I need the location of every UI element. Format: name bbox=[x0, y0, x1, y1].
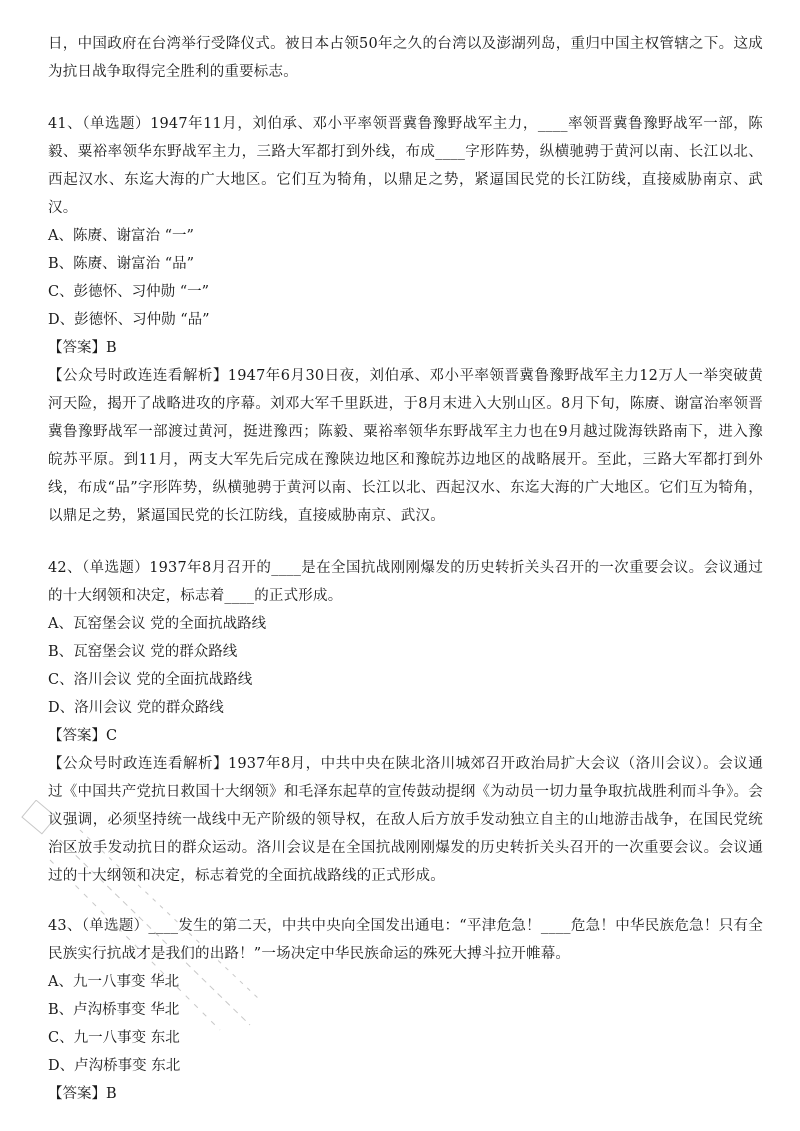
option-d: D、卢沟桥事变 东北 bbox=[48, 1058, 181, 1074]
question-stem: 41、（单选题）1947年11月，刘伯承、邓小平率领晋冀鲁豫野战军主力，____率领晋冀鲁豫野战军一部，陈毅、粟裕率领华东野战军主力，三路大军都打到外线，布成____字形阵势，纵横驰骋于黄河以南、长江以北、西起汉水、东迄大海的广大地区。它们互为犄角，以鼎足之势，紧逼国民党的长江防线，直接威胁南京、武汉。 bbox=[48, 116, 763, 216]
option-b: B、瓦窑堡会议 党的群众路线 bbox=[48, 644, 238, 660]
analysis-paragraph: 【公众号时政连连看解析】1947年6月30日夜，刘伯承、邓小平率领晋冀鲁豫野战军主力12万人一举突破黄河天险，揭开了战略进攻的序幕。刘邓大军千里跃进，于8月末进入大别山区。8月下旬，陈赓、谢富治率领晋冀鲁豫野战军一部渡过黄河，挺进豫西；陈毅、粟裕率领华东野战军主力也在9月越过陇海铁路南下，进入豫皖苏平原。到11月，两支大军先后完成在豫陕边地区和豫皖苏边地区的战略展开。至此，三路大军都打到外线，布成“品”字形阵势，纵横驰骋于黄河以南、长江以北、西起汉水、东迄大海的广大地区。它们互为犄角，以鼎足之势，紧逼国民党的长江防线，直接威胁南京、武汉。 bbox=[48, 368, 763, 524]
answer-line: 【答案】B bbox=[48, 340, 117, 356]
answer-line: 【答案】C bbox=[48, 728, 118, 744]
option-a: A、瓦窑堡会议 党的全面抗战路线 bbox=[48, 616, 267, 632]
analysis-paragraph: 【公众号时政连连看解析】1937年8月，中共中央在陕北洛川城郊召开政治局扩大会议（洛川会议）。会议通过《中国共产党抗日救国十大纲领》和毛泽东起草的宣传鼓动提纲《为动员一切力量争取抗战胜利而斗争》。会议强调，必须坚持统一战线中无产阶级的领导权，在敌人后方放手发动独立自主的山地游击战争，在国民党统治区放手发动抗日的群众运动。洛川会议是在全国抗战刚刚爆发的历史转折关头召开的一次重要会议。会议通过的十大纲领和决定，标志着党的全面抗战路线的正式形成。 bbox=[48, 756, 763, 884]
document-page bbox=[48, 0, 763, 1108]
option-c: C、洛川会议 党的全面抗战路线 bbox=[48, 672, 253, 688]
option-b: B、卢沟桥事变 华北 bbox=[48, 1002, 180, 1018]
question-41 bbox=[48, 110, 763, 530]
option-d: D、彭德怀、习仲勋 “品” bbox=[48, 312, 210, 328]
option-c: C、九一八事变 东北 bbox=[48, 1030, 180, 1046]
question-stem: 42、（单选题）1937年8月召开的____是在全国抗战刚刚爆发的历史转折关头召开的一次重要会议。会议通过的十大纲领和决定，标志着____的正式形成。 bbox=[48, 560, 763, 604]
option-c: C、彭德怀、习仲勋 “一” bbox=[48, 284, 210, 300]
option-a: A、九一八事变 华北 bbox=[48, 974, 180, 990]
question-42 bbox=[48, 554, 763, 890]
option-a: A、陈赓、谢富治 “一” bbox=[48, 228, 194, 244]
question-43 bbox=[48, 912, 763, 1108]
intro-paragraph: 日，中国政府在台湾举行受降仪式。被日本占领50年之久的台湾以及澎湖列岛，重归中国主权管辖之下。这成为抗日战争取得完全胜利的重要标志。 bbox=[48, 36, 763, 80]
question-stem: 43、（单选题）____发生的第二天，中共中央向全国发出通电：“平津危急！____危急！中华民族危急！只有全民族实行抗战才是我们的出路！”一场决定中华民族命运的殊死大搏斗拉开帷幕。 bbox=[48, 918, 763, 962]
option-b: B、陈赓、谢富治 “品” bbox=[48, 256, 195, 272]
answer-line: 【答案】B bbox=[48, 1086, 117, 1102]
option-d: D、洛川会议 党的群众路线 bbox=[48, 700, 224, 716]
